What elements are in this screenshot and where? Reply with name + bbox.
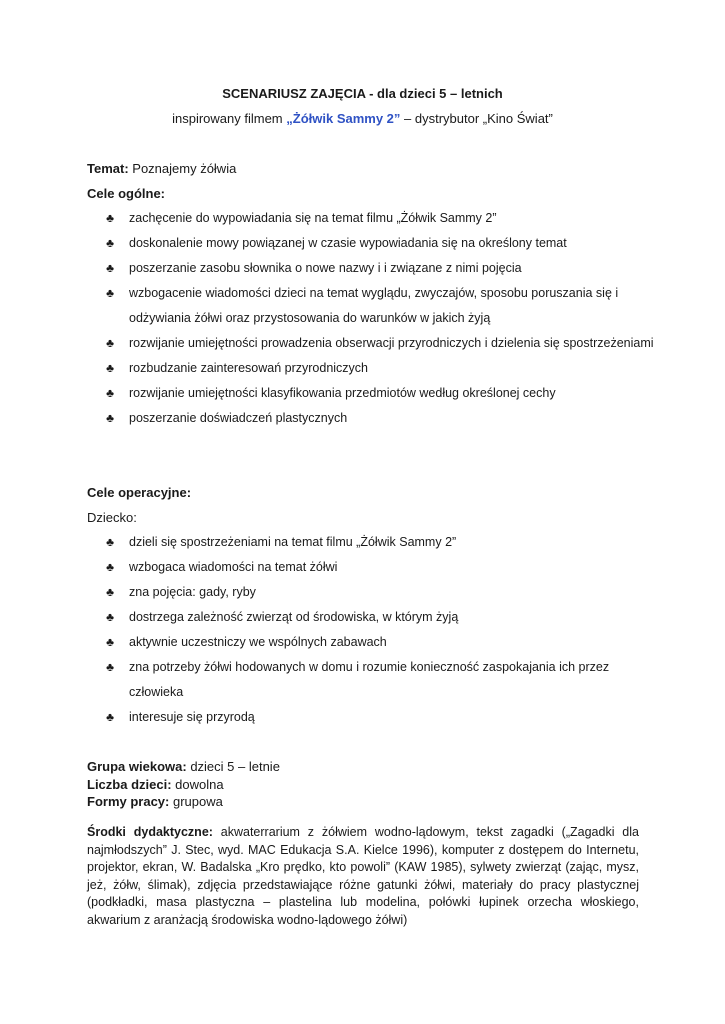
age-group-line — [87, 759, 280, 774]
list-item — [104, 555, 664, 580]
club-bullet-icon: ♣ — [106, 286, 114, 300]
subtitle-prefix: inspirowany filmem — [172, 111, 287, 126]
work-forms-label: Formy pracy: — [87, 794, 170, 809]
didactic-means-label: Środki dydaktyczne: — [87, 825, 213, 839]
age-group-label: Grupa wiekowa: — [87, 759, 187, 774]
operational-goals-intro: Dziecko: — [87, 510, 137, 525]
list-item — [104, 705, 664, 730]
list-item-text: rozwijanie umiejętności prowadzenia obserwacji przyrodniczych i dzielenia się spostrzeżeniami — [129, 336, 654, 350]
topic-line — [87, 161, 236, 176]
list-item — [104, 580, 664, 605]
children-count-value: dowolna — [171, 777, 224, 792]
list-item — [104, 655, 664, 705]
general-goals-heading: Cele ogólne: — [87, 186, 166, 201]
club-bullet-icon: ♣ — [106, 211, 114, 225]
operational-goals-heading: Cele operacyjne: — [87, 485, 192, 500]
children-count-line — [87, 777, 224, 792]
list-item-text: aktywnie uczestniczy we wspólnych zabawach — [129, 635, 387, 649]
operational-goals-list — [104, 530, 664, 730]
general-goals-list — [104, 206, 664, 431]
list-item-text: wzbogaca wiadomości na temat żółwi — [129, 560, 338, 574]
list-item-text: zna potrzeby żółwi hodowanych w domu i rozumie konieczność zaspokajania ich przez człowieka — [129, 660, 610, 699]
club-bullet-icon: ♣ — [106, 361, 114, 375]
list-item — [104, 231, 664, 256]
club-bullet-icon: ♣ — [106, 635, 114, 649]
list-item-text: rozwijanie umiejętności klasyfikowania przedmiotów według określonej cechy — [129, 386, 556, 400]
club-bullet-icon: ♣ — [106, 610, 114, 624]
film-title: „Żółwik Sammy 2” — [286, 111, 401, 126]
list-item — [104, 331, 664, 356]
club-bullet-icon: ♣ — [106, 560, 114, 574]
club-bullet-icon: ♣ — [106, 660, 114, 674]
club-bullet-icon: ♣ — [106, 336, 114, 350]
list-item — [104, 206, 664, 231]
document-subtitle — [0, 111, 725, 126]
list-item-text: wzbogacenie wiadomości dzieci na temat wyglądu, zwyczajów, sposobu poruszania się i odżywiania żółwi oraz przystosowania do warunków w jakich żyją — [129, 286, 619, 325]
list-item — [104, 406, 664, 431]
children-count-label: Liczba dzieci: — [87, 777, 172, 792]
topic-label: Temat: — [87, 161, 129, 176]
list-item — [104, 281, 664, 331]
topic-value: Poznajemy żółwia — [128, 161, 237, 176]
list-item-text: zna pojęcia: gady, ryby — [129, 585, 256, 599]
document-title: SCENARIUSZ ZAJĘCIA - dla dzieci 5 – letnich — [222, 86, 503, 101]
list-item — [104, 356, 664, 381]
list-item-text: poszerzanie doświadczeń plastycznych — [129, 411, 348, 425]
club-bullet-icon: ♣ — [106, 535, 114, 549]
club-bullet-icon: ♣ — [106, 236, 114, 250]
list-item — [104, 256, 664, 281]
didactic-means-paragraph — [87, 824, 639, 929]
list-item-text: zachęcenie do wypowiadania się na temat filmu „Żółwik Sammy 2” — [129, 211, 497, 225]
list-item-text: poszerzanie zasobu słownika o nowe nazwy i i związane z nimi pojęcia — [129, 261, 522, 275]
list-item-text: dzieli się spostrzeżeniami na temat filmu „Żółwik Sammy 2” — [129, 535, 457, 549]
subtitle-suffix: – dystrybutor „Kino Świat” — [400, 111, 553, 126]
age-group-value: dzieci 5 – letnie — [186, 759, 280, 774]
list-item-text: interesuje się przyrodą — [129, 710, 255, 724]
didactic-means-value: akwaterrarium z żółwiem wodno-lądowym, tekst zagadki („Zagadki dla najmłodszych” J. Stec, wyd. MAC Edukacja S.A. Kielce 1996), komputer z dostępem do Internetu, projektor, ekran, W. Badalska „Kro prędko, kto powoli” (KAW 1985), sylwety zwierząt (zając, mysz, jeż, żółw, ślimak), zdjęcia przedstawiające różne gatunki żółwi, materiały do pracy plastycznej (podkładki, masa plastyczna – plastelina lub modelina, połówki łupinek orzecha włoskiego, akwarium z aranżacją środowiska wodno-lądowego żółwi) — [87, 825, 639, 927]
list-item-text: doskonalenie mowy powiązanej w czasie wypowiadania się na określony temat — [129, 236, 567, 250]
work-forms-line — [87, 794, 223, 809]
club-bullet-icon: ♣ — [106, 585, 114, 599]
list-item-text: dostrzega zależność zwierząt od środowiska, w którym żyją — [129, 610, 459, 624]
club-bullet-icon: ♣ — [106, 261, 114, 275]
club-bullet-icon: ♣ — [106, 411, 114, 425]
club-bullet-icon: ♣ — [106, 710, 114, 724]
list-item — [104, 605, 664, 630]
list-item — [104, 381, 664, 406]
club-bullet-icon: ♣ — [106, 386, 114, 400]
work-forms-value: grupowa — [169, 794, 223, 809]
list-item-text: rozbudzanie zainteresowań przyrodniczych — [129, 361, 369, 375]
list-item — [104, 630, 664, 655]
list-item — [104, 530, 664, 555]
